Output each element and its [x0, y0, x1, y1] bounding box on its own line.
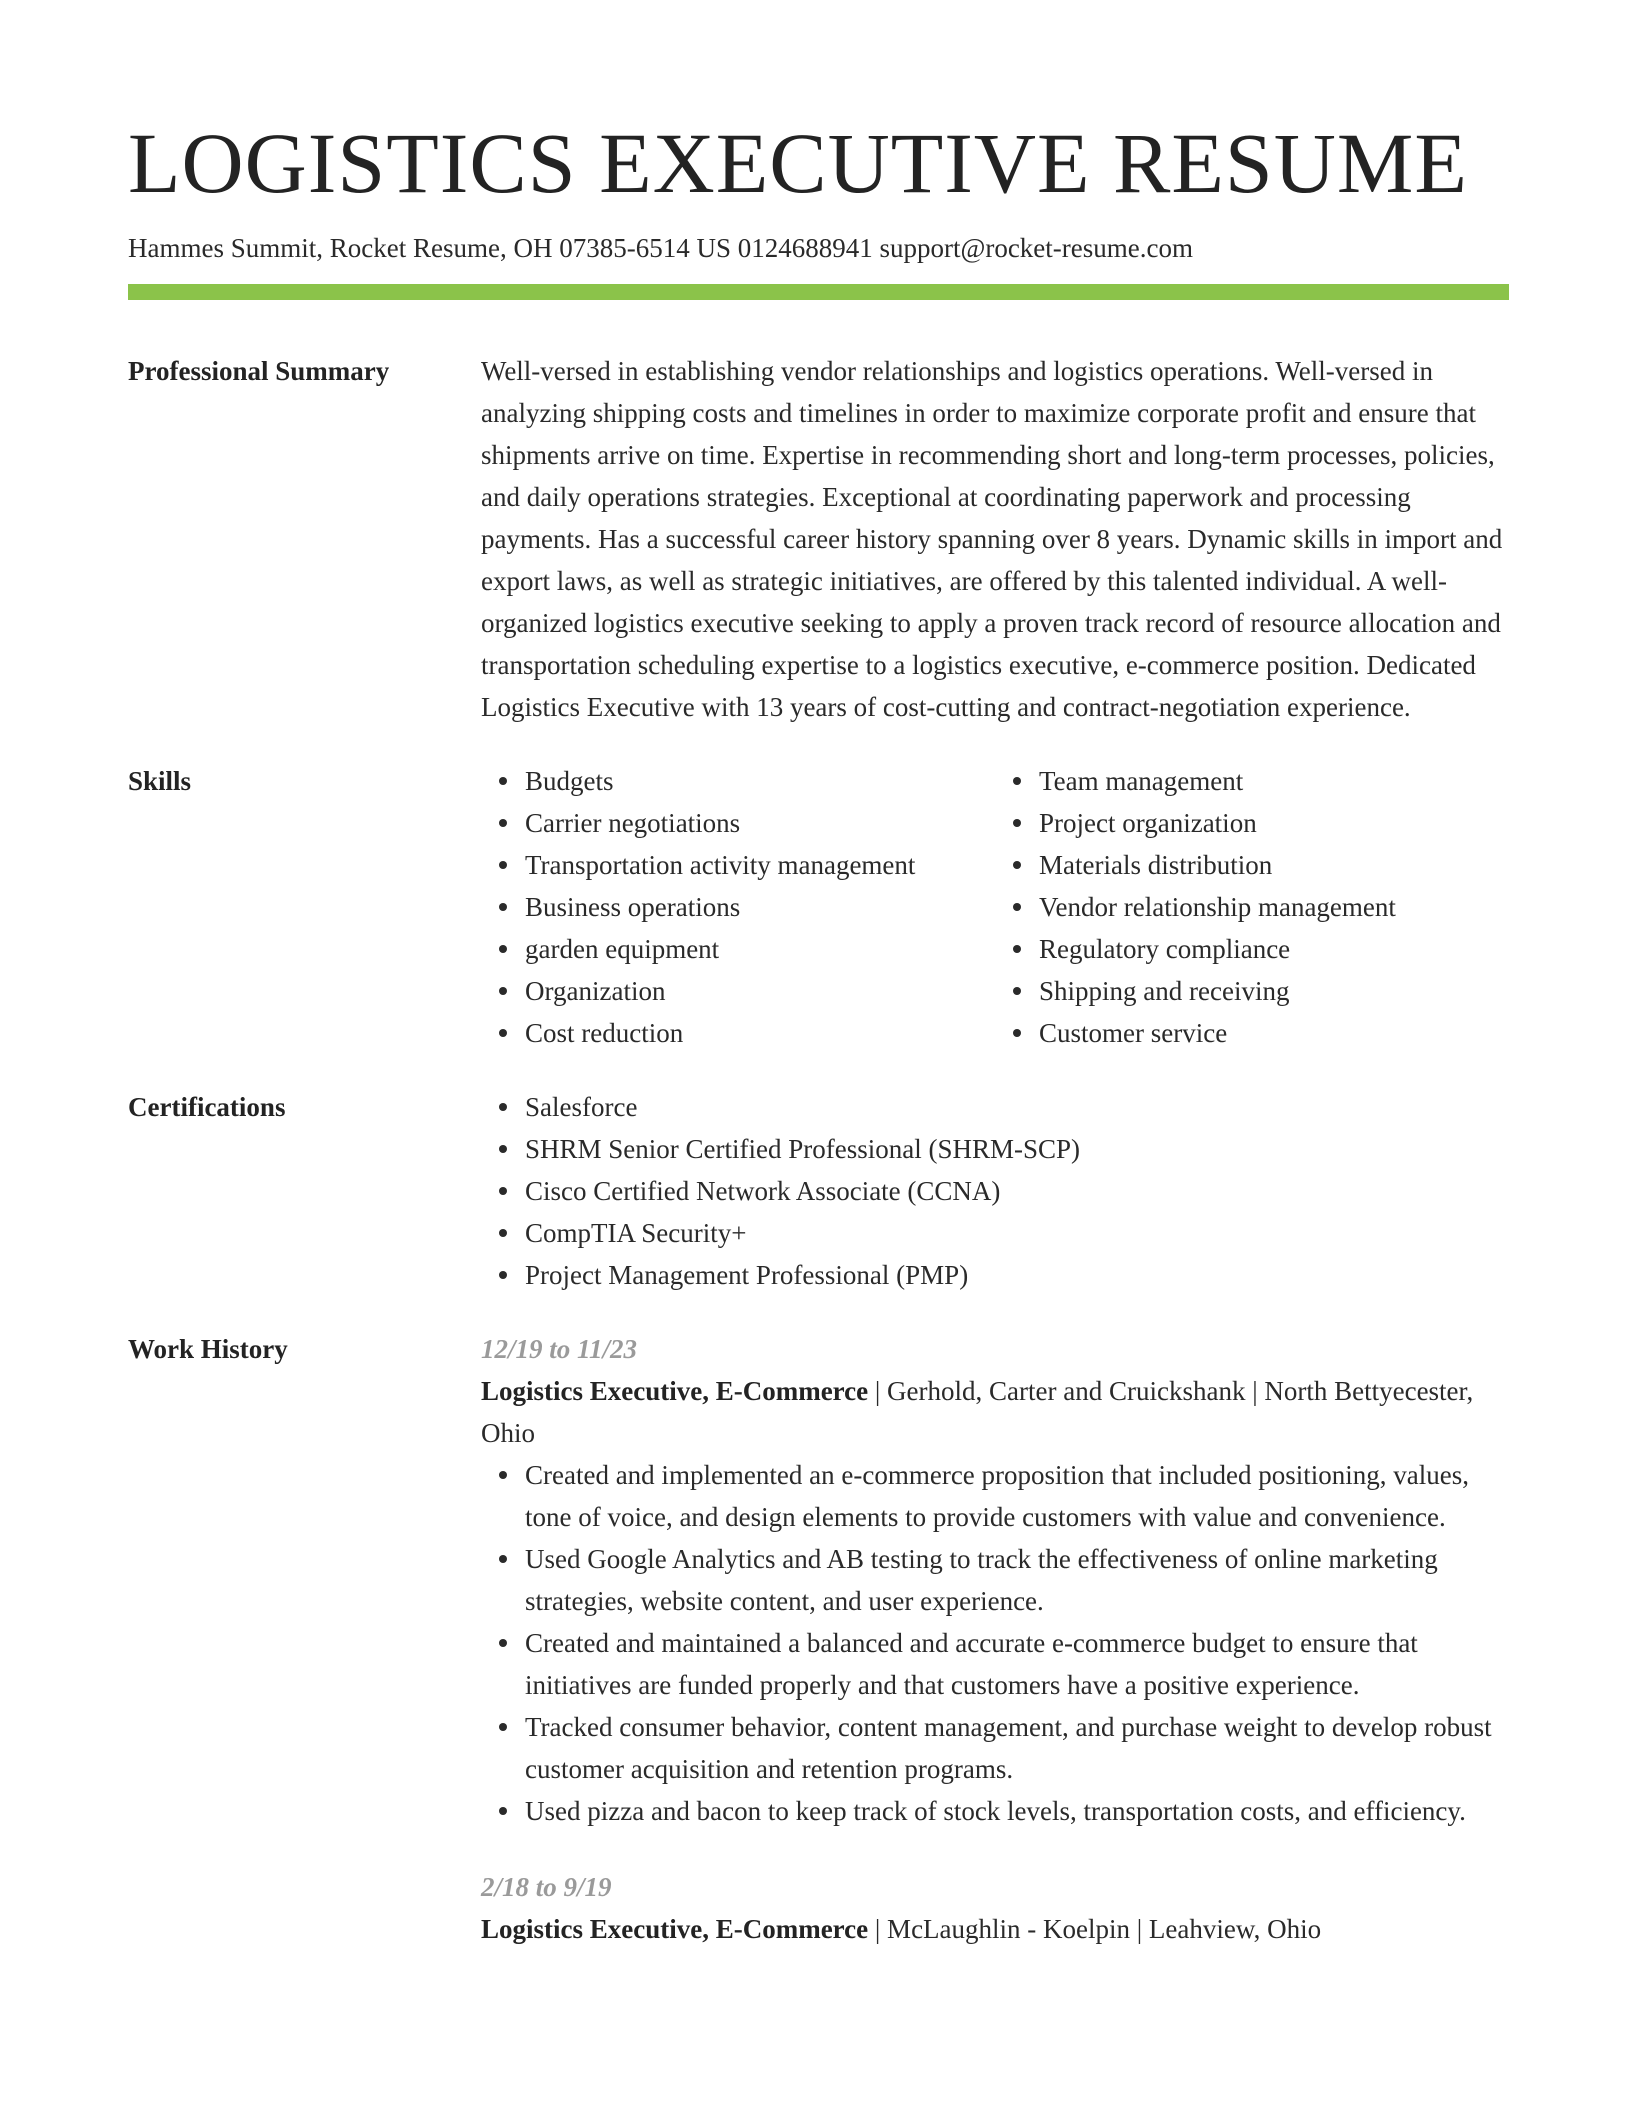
accent-divider: [128, 284, 1509, 300]
summary-text: Well-versed in establishing vendor relationships and logistics operations. Well-versed in analyzing shipping costs and timelines in order to maximize corporate profit and ensure that shipments arrive on time. Expertise in recommending short and long-term processes, policies, and daily operations strategies. Exceptional at coordinating paperwork and processing payments. Has a successful career history spanning over 8 years. Dynamic skills in import and export laws, as well as strategic initiatives, are offered by this talented individual. A well-organized logistics executive seeking to apply a proven track record of resource allocation and transportation scheduling expertise to a logistics executive, e-commerce position. Dedicated Logistics Executive with 13 years of cost-cutting and contract-negotiation experience.: [481, 356, 1503, 723]
job-title: Logistics Executive, E-Commerce: [481, 1914, 869, 1945]
skill-item: Team management: [1039, 760, 1509, 802]
skills-column-right: [995, 760, 1509, 1054]
job-title: Logistics Executive, E-Commerce: [481, 1376, 869, 1407]
section-label-certifications: Certifications: [128, 1092, 286, 1123]
job-entry: [481, 1866, 1509, 1950]
job-employer-location: | Gerhold, Carter and Cruickshank | North Bettyecester, Ohio: [481, 1376, 1474, 1449]
certification-item: Salesforce: [525, 1086, 1509, 1128]
responsibility-item: Tracked consumer behavior, content management, and purchase weight to develop robust customer acquisition and retention programs.: [525, 1706, 1509, 1790]
contact-line: Hammes Summit, Rocket Resume, OH 07385-6514 US 0124688941 support@rocket-resume.com: [128, 233, 1193, 263]
skill-item: Vendor relationship management: [1039, 886, 1509, 928]
skill-item: Project organization: [1039, 802, 1509, 844]
certification-item: SHRM Senior Certified Professional (SHRM-SCP): [525, 1128, 1509, 1170]
section-label-summary: Professional Summary: [128, 356, 390, 387]
resume-title: LOGISTICS EXECUTIVE RESUME: [128, 115, 1468, 211]
skill-item: Shipping and receiving: [1039, 970, 1509, 1012]
skills-column-left: [481, 760, 995, 1054]
certification-item: Project Management Professional (PMP): [525, 1254, 1509, 1296]
section-label-skills: Skills: [128, 766, 192, 797]
skills-list-right: [995, 760, 1509, 1054]
skill-item: Budgets: [525, 760, 995, 802]
certifications-body: [481, 1086, 1509, 1296]
job-dates: 2/18 to 9/19: [481, 1872, 612, 1903]
skills-columns: [481, 760, 1509, 1054]
certifications-list: [481, 1086, 1509, 1296]
summary-section: [128, 350, 1509, 728]
skills-list-left: [481, 760, 995, 1054]
certifications-section: [128, 1086, 1509, 1296]
skill-item: Business operations: [525, 886, 995, 928]
responsibility-item: Used Google Analytics and AB testing to track the effectiveness of online marketing strategies, website content, and user experience.: [525, 1538, 1509, 1622]
skill-item: Carrier negotiations: [525, 802, 995, 844]
certification-item: CompTIA Security+: [525, 1212, 1509, 1254]
job-heading: [481, 1908, 1509, 1950]
skill-item: Customer service: [1039, 1012, 1509, 1054]
skill-item: garden equipment: [525, 928, 995, 970]
job-employer-location: | McLaughlin - Koelpin | Leahview, Ohio: [868, 1914, 1322, 1945]
skill-item: Organization: [525, 970, 995, 1012]
skills-section: [128, 760, 1509, 1054]
work-history-section: [128, 1328, 1509, 1950]
skill-item: Cost reduction: [525, 1012, 995, 1054]
job-entry: [481, 1328, 1509, 1832]
certification-item: Cisco Certified Network Associate (CCNA): [525, 1170, 1509, 1212]
job-heading: [481, 1370, 1509, 1454]
work-history-body: [481, 1328, 1509, 1950]
responsibility-item: Used pizza and bacon to keep track of stock levels, transportation costs, and efficiency.: [525, 1790, 1509, 1832]
responsibility-item: Created and maintained a balanced and accurate e-commerce budget to ensure that initiatives are funded properly and that customers have a positive experience.: [525, 1622, 1509, 1706]
skill-item: Transportation activity management: [525, 844, 995, 886]
skill-item: Materials distribution: [1039, 844, 1509, 886]
job-dates: 12/19 to 11/23: [481, 1334, 638, 1365]
resume-page: [128, 115, 1509, 1950]
skill-item: Regulatory compliance: [1039, 928, 1509, 970]
section-label-work-history: Work History: [128, 1334, 288, 1365]
job-responsibilities: [481, 1454, 1509, 1832]
responsibility-item: Created and implemented an e-commerce proposition that included positioning, values, tone of voice, and design elements to provide customers with value and convenience.: [525, 1454, 1509, 1538]
